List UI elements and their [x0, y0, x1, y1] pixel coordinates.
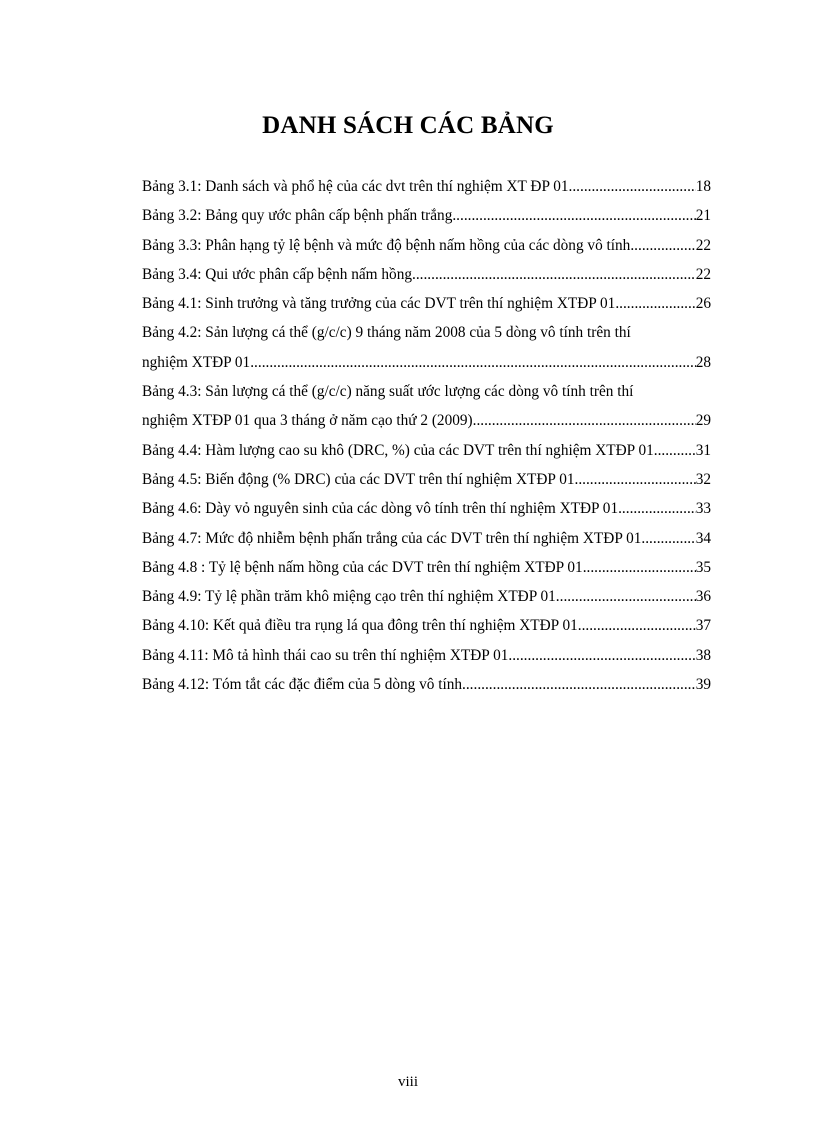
toc-entry-page: 22 — [695, 236, 711, 254]
toc-entry-label: Bảng 4.8 : Tỷ lệ bệnh nấm hồng của các DVT trên thí nghiệm XTĐP 01 — [142, 558, 583, 576]
toc-entry-4-7[interactable] — [142, 524, 711, 553]
toc-leader — [250, 348, 695, 377]
toc-entry-label: Bảng 4.9: Tỷ lệ phần trăm khô miệng cạo trên thí nghiệm XTĐP 01 — [142, 588, 556, 606]
toc-entry-label: Bảng 4.1: Sinh trưởng và tăng trưởng của các DVT trên thí nghiệm XTĐP 01 — [142, 295, 616, 313]
page-number: viii — [397, 1074, 418, 1090]
toc-entry-4-9[interactable] — [142, 582, 711, 611]
toc-leader — [630, 231, 695, 260]
toc-entry-label: Bảng 3.1: Danh sách và phổ hệ của các dvt trên thí nghiệm XT ĐP 01 — [142, 178, 569, 195]
toc-entry-page: 26 — [695, 295, 711, 313]
toc-entry-page: 33 — [695, 500, 711, 518]
toc-entry-3-4[interactable] — [142, 260, 711, 289]
toc-entry-label-line1: Bảng 4.2: Sản lượng cá thể (g/c/c) 9 tháng năm 2008 của 5 dòng vô tính trên thí — [142, 324, 631, 342]
toc-entry-page: 21 — [695, 207, 711, 225]
toc-leader — [575, 465, 696, 494]
toc-entry-page: 31 — [695, 441, 711, 459]
toc-entry-page: 29 — [695, 412, 711, 430]
toc-leader — [615, 289, 695, 318]
toc-leader — [618, 494, 696, 523]
toc-entry-label: Bảng 3.4: Qui ước phân cấp bệnh nấm hồng — [142, 265, 412, 283]
toc-leader — [569, 172, 696, 201]
toc-entry-page: 37 — [695, 617, 711, 635]
toc-entry-4-10[interactable] — [142, 611, 711, 640]
toc-leader — [508, 641, 695, 670]
table-list — [142, 172, 711, 699]
toc-entry-label: Bảng 4.5: Biến động (% DRC) của các DVT trên thí nghiệm XTĐP 01 — [142, 470, 575, 488]
toc-leader — [641, 524, 695, 553]
toc-entry-label: Bảng 4.6: Dày vỏ nguyên sinh của các dòng vô tính trên thí nghiệm XTĐP 01 — [142, 500, 619, 518]
toc-leader — [412, 260, 696, 289]
toc-entry-label: Bảng 3.2: Bảng quy ước phân cấp bệnh phấn trắng — [142, 207, 453, 225]
toc-leader — [473, 406, 696, 435]
toc-entry-3-2[interactable] — [142, 201, 711, 230]
toc-entry-page: 18 — [695, 178, 711, 195]
toc-entry-label: nghiệm XTĐP 01 — [142, 353, 251, 371]
toc-entry-3-3[interactable] — [142, 231, 711, 260]
toc-leader — [583, 553, 696, 582]
toc-entry-4-5[interactable] — [142, 465, 711, 494]
toc-entry-page: 32 — [695, 470, 711, 488]
toc-leader — [452, 201, 695, 230]
toc-entry-page: 22 — [695, 265, 711, 283]
toc-entry-page: 36 — [695, 588, 711, 606]
toc-leader — [462, 670, 696, 699]
toc-leader — [654, 436, 696, 465]
toc-entry-label-line1: Bảng 4.3: Sản lượng cá thể (g/c/c) năng suất ước lượng các dòng vô tính trên thí — [142, 383, 634, 401]
toc-entry-page: 39 — [695, 676, 711, 694]
page-title: DANH SÁCH CÁC BẢNG — [262, 112, 554, 139]
toc-entry-page: 35 — [695, 558, 711, 576]
toc-entry-label: Bảng 4.10: Kết quả điều tra rụng lá qua đông trên thí nghiệm XTĐP 01 — [142, 617, 578, 635]
toc-entry-page: 28 — [695, 353, 711, 371]
toc-entry-4-1[interactable] — [142, 289, 711, 318]
toc-entry-4-4[interactable] — [142, 436, 711, 465]
toc-entry-label: Bảng 3.3: Phân hạng tỷ lệ bệnh và mức độ bệnh nấm hồng của các dòng vô tính — [142, 236, 631, 254]
toc-entry-4-6[interactable] — [142, 494, 711, 523]
toc-entry-page: 38 — [695, 646, 711, 664]
toc-leader — [578, 611, 696, 640]
toc-entry-4-12[interactable] — [142, 670, 711, 699]
toc-entry-label: Bảng 4.7: Mức độ nhiễm bệnh phấn trắng của các DVT trên thí nghiệm XTĐP 01 — [142, 529, 642, 547]
toc-entry-4-3[interactable] — [142, 377, 711, 436]
toc-entry-label: Bảng 4.12: Tóm tắt các đặc điểm của 5 dòng vô tính — [142, 676, 463, 694]
toc-entry-3-1[interactable] — [142, 172, 711, 201]
toc-entry-page: 34 — [695, 529, 711, 547]
toc-entry-4-11[interactable] — [142, 641, 711, 670]
toc-entry-label: Bảng 4.11: Mô tả hình thái cao su trên thí nghiệm XTĐP 01 — [142, 646, 509, 664]
toc-entry-4-2[interactable] — [142, 318, 711, 377]
toc-entry-4-8[interactable] — [142, 553, 711, 582]
toc-entry-label: nghiệm XTĐP 01 qua 3 tháng ở năm cạo thứ 2 (2009) — [142, 412, 473, 430]
toc-entry-label: Bảng 4.4: Hàm lượng cao su khô (DRC, %) của các DVT trên thí nghiệm XTĐP 01 — [142, 441, 654, 459]
toc-leader — [556, 582, 696, 611]
